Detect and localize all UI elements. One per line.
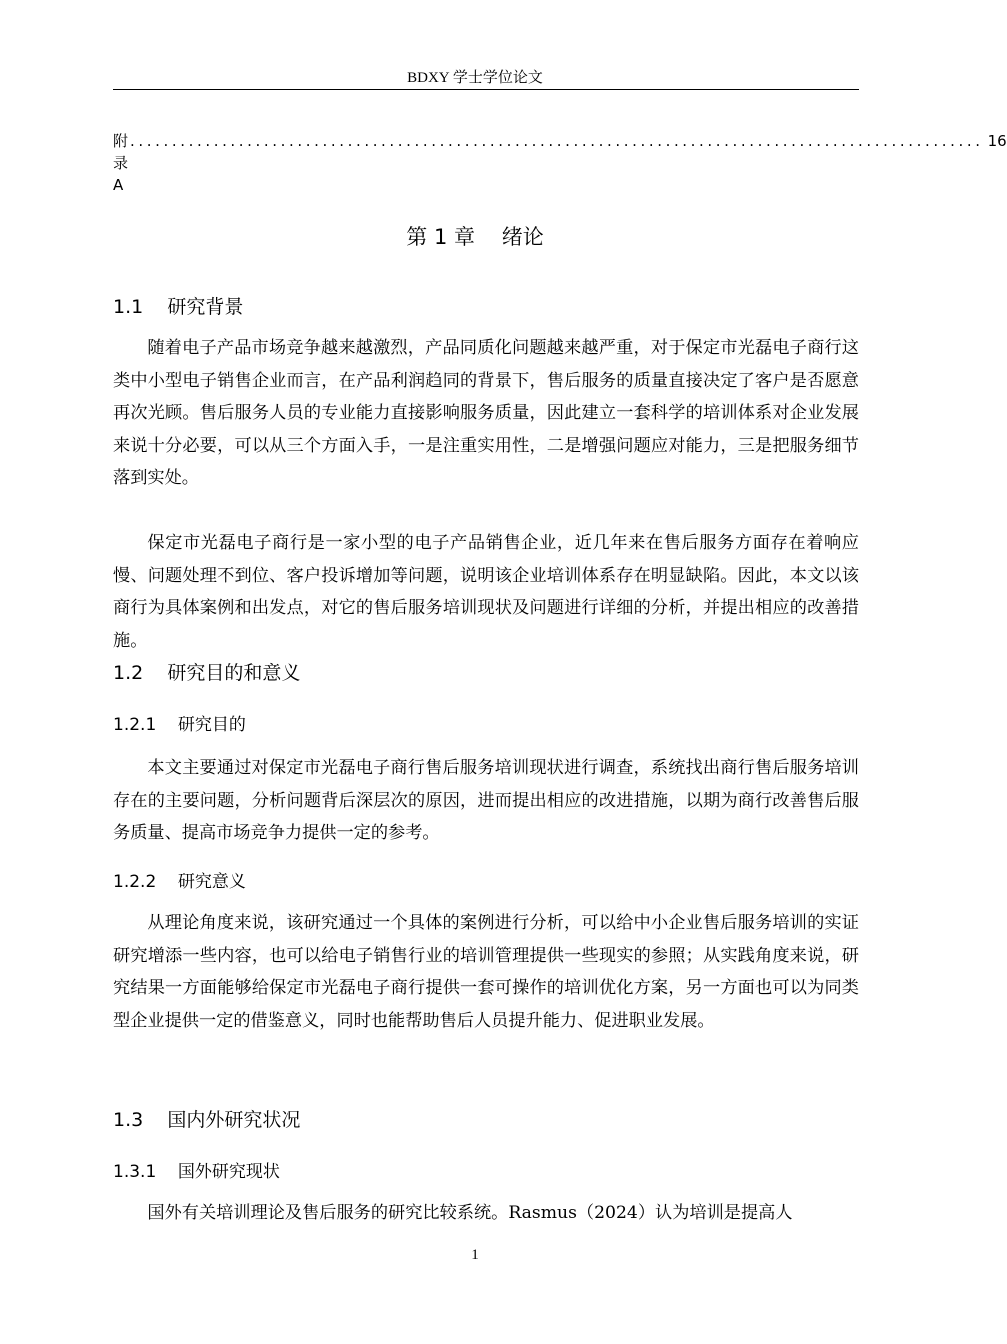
- paragraph-research-background-1: 随着电子产品市场竞争越来越激烈，产品同质化问题越来越严重，对于保定市光磊电子商行这类中小型电子销售企业而言，在产品利润趋同的背景下，售后服务的质量直接决定了客户是否愿意再次光顾。售后服务人员的专业能力直接影响服务质量，因此建立一套科学的培训体系对企业发展来说十分必要，可以从三个方面入手，一是注重实用性，二是增强问题应对能力，三是把服务细节落到实处。: [113, 338, 859, 488]
- section-heading-1-2-1: 1.2.1 研究目的: [113, 715, 246, 735]
- header-title: BDXY 学士学位论文: [407, 70, 543, 86]
- paragraph-research-purpose: 本文主要通过对保定市光磊电子商行售后服务培训现状进行调查，系统找出商行售后服务培训存在的主要问题，分析问题背后深层次的原因，进而提出相应的改进措施，以期为商行改善售后服务质量、提高市场竞争力提供一定的参考。: [113, 758, 859, 843]
- paragraph-research-background-2: 保定市光磊电子商行是一家小型的电子产品销售企业，近几年来在售后服务方面存在着响应慢、问题处理不到位、客户投诉增加等问题，说明该企业培训体系存在明显缺陷。因此，本文以该商行为具体案例和出发点，对它的售后服务培训现状及问题进行详细的分析，并提出相应的改善措施。: [113, 533, 859, 651]
- section-heading-1-2: 1.2 研究目的和意义: [113, 662, 301, 684]
- header-divider: [113, 89, 859, 90]
- page-number: 1: [471, 1247, 479, 1263]
- toc-entry-page-number: 16: [987, 132, 1007, 150]
- paragraph-research-significance: 从理论角度来说，该研究通过一个具体的案例进行分析，可以给中小企业售后服务培训的实证研究增添一些内容，也可以给电子销售行业的培训管理提供一些现实的参照；从实践角度来说，研究结果一方面能够给保定市光磊电子商行提供一套可操作的培训优化方案，另一方面也可以为同类型企业提供一定的借鉴意义，同时也能帮助售后人员提升能力、促进职业发展。: [113, 913, 859, 1031]
- chapter-title: 第 1 章 绪论: [406, 225, 544, 249]
- section-heading-1-2-2: 1.2.2 研究意义: [113, 872, 246, 892]
- paragraph-foreign-research-status: 国外有关培训理论及售后服务的研究比较系统。Rasmus（2024）认为培训是提高人: [147, 1203, 793, 1223]
- section-heading-1-3-1: 1.3.1 国外研究现状: [113, 1162, 280, 1182]
- section-heading-1-1: 1.1 研究背景: [113, 296, 244, 318]
- toc-entry-label: 附录 A: [113, 132, 129, 194]
- toc-entry-appendix-a[interactable]: [113, 130, 1007, 194]
- section-heading-1-3: 1.3 国内外研究状况: [113, 1109, 301, 1131]
- toc-dot-leader: ......................................................................................................: [130, 132, 984, 150]
